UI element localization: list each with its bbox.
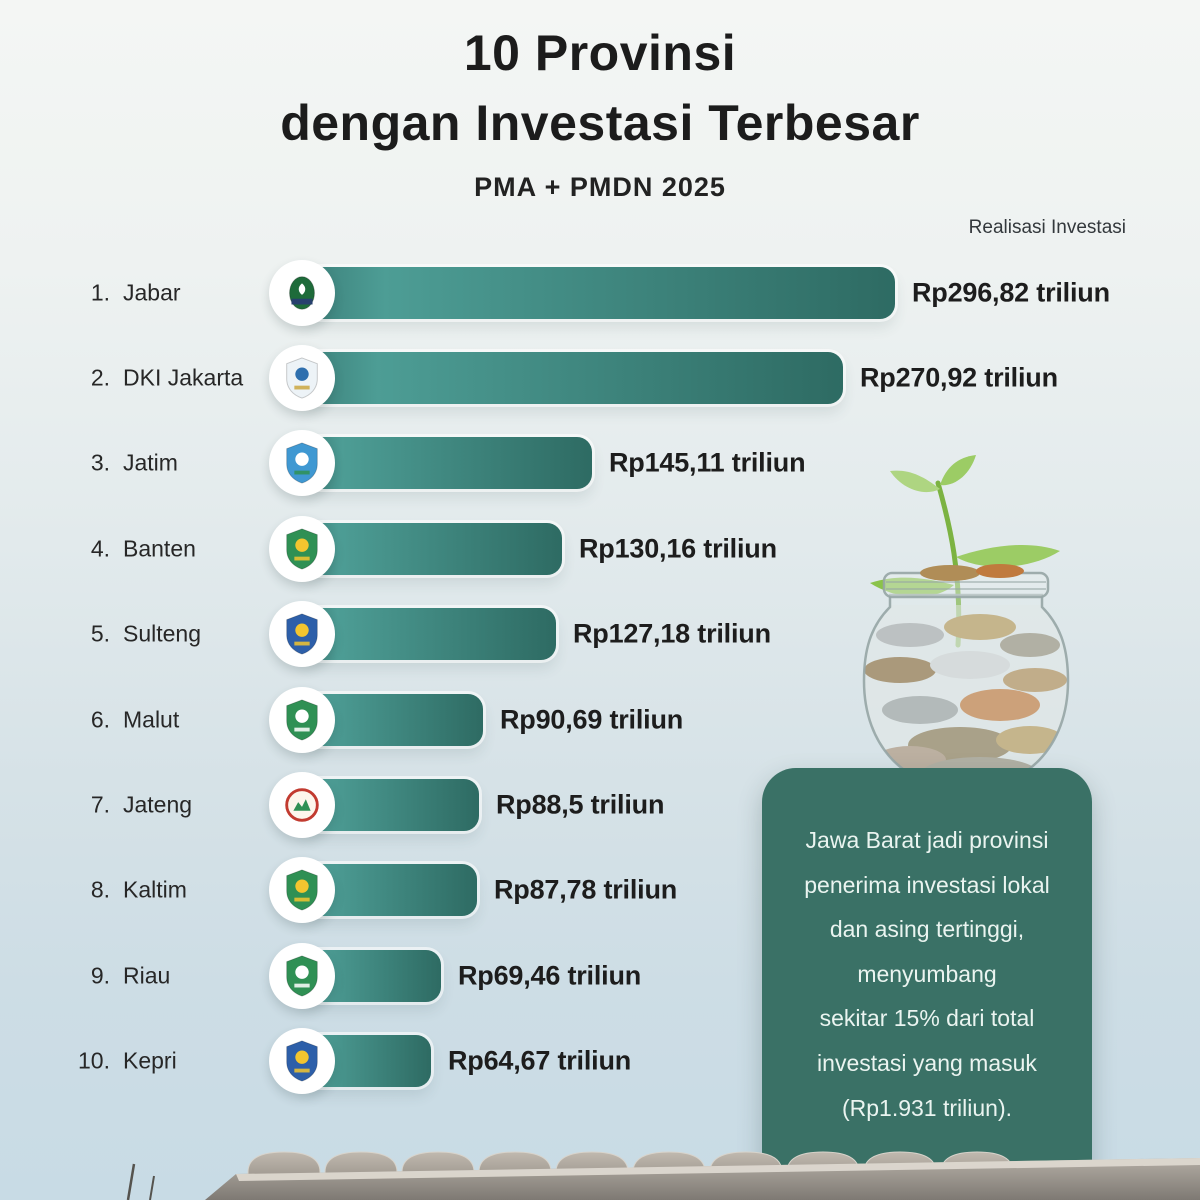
callout-line: sekitar 15% dari total — [819, 1005, 1035, 1032]
row-rank: 1. — [90, 279, 110, 306]
row-rank: 5. — [90, 620, 110, 647]
row-province: Jatim — [123, 449, 178, 476]
bar — [302, 608, 556, 660]
callout-line: (Rp1.931 triliun). — [841, 1094, 1013, 1121]
province-emblem-badge — [269, 516, 335, 582]
province-emblem-icon — [282, 441, 322, 485]
province-emblem-badge — [269, 260, 335, 326]
row-label — [64, 792, 192, 819]
province-emblem-icon — [282, 612, 322, 656]
province-emblem-badge — [269, 857, 335, 923]
bar-value-label: Rp145,11 triliun — [609, 447, 806, 478]
bar-value-label: Rp90,69 triliun — [500, 704, 684, 735]
chart-row — [0, 506, 1200, 591]
antenna-icons — [128, 1164, 154, 1200]
row-province: DKI Jakarta — [123, 364, 244, 391]
chart-row — [0, 592, 1200, 677]
row-label — [64, 706, 179, 733]
row-label — [64, 962, 170, 989]
bar-value-label: Rp127,18 triliun — [573, 618, 771, 649]
row-province: Riau — [123, 962, 171, 989]
bar-value-label: Rp87,78 triliun — [494, 874, 678, 905]
bar-value-label: Rp296,82 triliun — [912, 277, 1110, 308]
row-label — [64, 621, 201, 648]
row-province: Kaltim — [123, 876, 187, 903]
province-emblem-badge — [269, 772, 335, 838]
province-emblem-icon — [282, 1039, 322, 1083]
row-rank: 7. — [90, 791, 110, 818]
province-emblem-icon — [282, 356, 322, 400]
row-label — [64, 365, 243, 392]
row-rank: 8. — [90, 876, 110, 903]
chart-row — [0, 677, 1200, 762]
province-emblem-icon — [282, 868, 322, 912]
callout-line: investasi yang masuk — [817, 1049, 1037, 1076]
row-label — [64, 1048, 177, 1075]
province-emblem-icon — [282, 698, 322, 742]
value-axis-label: Realisasi Investasi — [968, 217, 1126, 238]
callout-line: menyumbang — [857, 960, 997, 987]
chart-row — [0, 250, 1200, 335]
row-province: Banten — [123, 535, 196, 562]
row-rank: 3. — [90, 449, 110, 476]
bar-value-label: Rp64,67 triliun — [448, 1045, 632, 1076]
row-rank: 4. — [90, 535, 110, 562]
row-province: Kepri — [123, 1047, 177, 1074]
bar-value-label: Rp69,46 triliun — [458, 960, 642, 991]
province-emblem-badge — [269, 943, 335, 1009]
row-province: Sulteng — [123, 620, 202, 647]
province-emblem-badge — [269, 430, 335, 496]
province-emblem-icon — [282, 783, 322, 827]
row-rank: 9. — [90, 962, 110, 989]
callout-text — [762, 768, 1092, 1130]
bar-value-label: Rp130,16 triliun — [579, 533, 777, 564]
row-province: Malut — [123, 706, 180, 733]
callout-line: dan asing tertinggi, — [829, 916, 1025, 943]
row-rank: 10. — [78, 1047, 110, 1074]
callout-line: Jawa Barat jadi provinsi — [805, 827, 1049, 853]
chart-row — [0, 421, 1200, 506]
row-province: Jabar — [123, 279, 181, 306]
bar — [302, 267, 895, 319]
province-emblem-icon — [282, 527, 322, 571]
callout-line: penerima investasi lokal — [804, 871, 1050, 898]
bar-value-label: Rp88,5 triliun — [496, 789, 665, 820]
row-rank: 6. — [90, 706, 110, 733]
subtitle: PMA + PMDN 2025 — [474, 172, 726, 202]
bar — [302, 352, 843, 404]
row-label — [64, 279, 181, 306]
province-emblem-icon — [282, 271, 322, 315]
bar — [302, 437, 592, 489]
page-title-line1: 10 Provinsi — [463, 25, 737, 81]
row-label — [64, 877, 187, 904]
province-emblem-badge — [269, 345, 335, 411]
bar-value-label: Rp270,92 triliun — [860, 362, 1058, 393]
row-label — [64, 535, 196, 562]
province-emblem-icon — [282, 954, 322, 998]
building-roof-illustration — [0, 1080, 1200, 1200]
row-rank: 2. — [90, 364, 110, 391]
province-emblem-badge — [269, 687, 335, 753]
province-emblem-badge — [269, 601, 335, 667]
chart-row — [0, 335, 1200, 420]
row-province: Jateng — [123, 791, 193, 818]
page-title-line2: dengan Investasi Terbesar — [280, 95, 920, 151]
row-label — [64, 450, 178, 477]
bar — [302, 523, 562, 575]
